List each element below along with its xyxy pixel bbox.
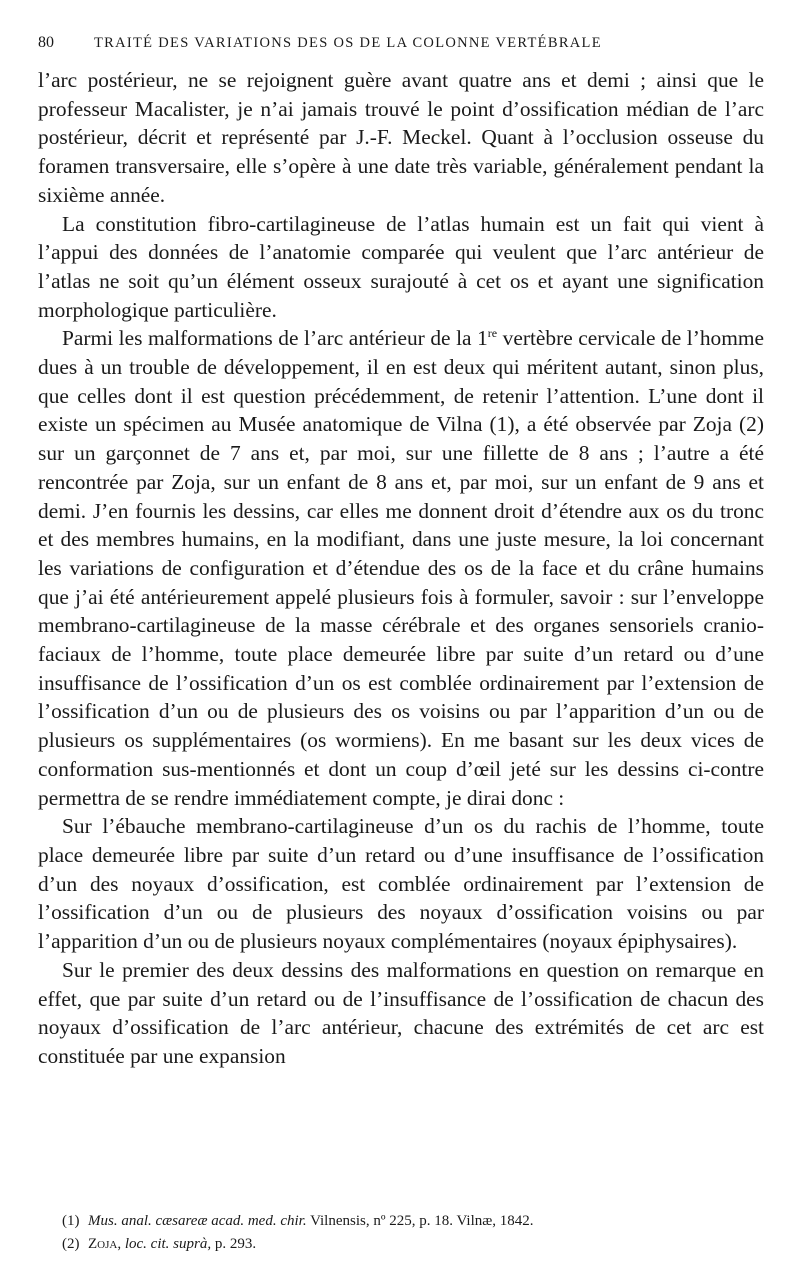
body-text bbox=[38, 66, 764, 1071]
ordinal-superscript: re bbox=[487, 326, 498, 341]
footnote-marker: (2) bbox=[62, 1236, 80, 1252]
footnote-2 bbox=[62, 1233, 762, 1256]
paragraph-4: Sur l’ébauche membrano-cartilagineuse d’un os du rachis de l’homme, toute place demeurée libre par suite d’un retard ou d’une insuffisance de l’ossification d’un des noyaux d’ossification, est comblée ordinairement par l’extension de l’ossification d’un ou de plusieurs des noyaux d’ossification voisins ou par l’apparition d’un ou de plusieurs noyaux complémentaires (noyaux épiphysaires). bbox=[38, 814, 764, 954]
paragraph-3 bbox=[38, 324, 764, 812]
paragraph-3-start: Parmi les malformations de l’arc antérieur de la 1 bbox=[62, 326, 488, 351]
footnote-marker: (1) bbox=[62, 1213, 80, 1229]
footnote-author: Zoja, bbox=[88, 1236, 122, 1252]
footnote-text: p. 293. bbox=[211, 1236, 257, 1252]
running-header bbox=[38, 34, 764, 58]
page-number: 80 bbox=[38, 34, 54, 51]
paragraph-3-rest: vertèbre cervicale de l’homme dues à un trouble de développement, il en est deux qui méritent autant, sinon plus, que celles dont il est question précédemment, de retenir l’attention. L’une dont il existe un spécimen au Musée anatomique de Vilna (1), a été observée par Zoja (2) sur un garçonnet de 7 ans et, par moi, sur une fillette de 8 ans ; l’autre a été rencontrée par Zoja, sur un enfant de 8 ans et, par moi, sur un enfant de 9 ans et demi. J’en fournis les dessins, car elles me donnent droit d’étendre aux os du tronc et des membres humains, en la modifiant, dans une juste mesure, la loi concernant les variations de configuration et d’étendue des os de la face et du crâne humains que j’ai été antérieurement appelé plusieurs fois à formuler, savoir : sur l’enveloppe membrano-cartilagineuse de la masse cérébrale et des organes sensoriels cranio-faciaux de l’homme, toute place demeurée libre par suite d’un retard ou d’une insuffisance de l’ossification d’un os est comblée ordinairement par l’extension de l’ossification d’un ou de plusieurs des os voisins ou par l’apparition d’un ou de plusieurs os supplémentaires (os wormiens). En me basant sur les deux vices de conformation sus-mentionnés et dont un coup d’œil jeté sur les dessins ci-contre permettra de se rendre immédiatement compte, je dirai donc : bbox=[38, 326, 764, 810]
paragraph-5: Sur le premier des deux dessins des malformations en question on remarque en effet, que par suite d’un retard ou de l’insuffisance de l’ossification de chacun des noyaux d’ossification de l’arc antérieur, chacune des extrémités de cet arc est constituée par une expansion bbox=[38, 957, 764, 1068]
footnote-italic: loc. cit. suprà, bbox=[121, 1236, 212, 1252]
running-title: TRAITÉ DES VARIATIONS DES OS DE LA COLONNE VERTÉBRALE bbox=[94, 35, 602, 51]
paragraph-1: l’arc postérieur, ne se rejoignent guère avant quatre ans et demi ; ainsi que le professeur Macalister, je n’ai jamais trouvé le point d’ossification médian de l’arc postérieur, décrit et représenté par J.-F. Meckel. Quant à l’occlusion osseuse du foramen transversaire, elle s’opère à une date très variable, généralement pendant la sixième année. bbox=[38, 68, 764, 207]
footnote-1 bbox=[62, 1210, 762, 1233]
footnote-italic: Mus. anal. cæsareæ acad. med. chir. bbox=[88, 1213, 307, 1229]
paragraph-2: La constitution fibro-cartilagineuse de l’atlas humain est un fait qui vient à l’appui des données de l’anatomie comparée qui veulent que l’arc antérieur de l’atlas ne soit qu’un élément osseux surajouté à cet os et ayant une signification morphologique particulière. bbox=[38, 211, 764, 322]
footnote-text: Vilnensis, nº 225, p. 18. Vilnæ, 1842. bbox=[306, 1213, 534, 1229]
footnotes bbox=[62, 1210, 762, 1256]
